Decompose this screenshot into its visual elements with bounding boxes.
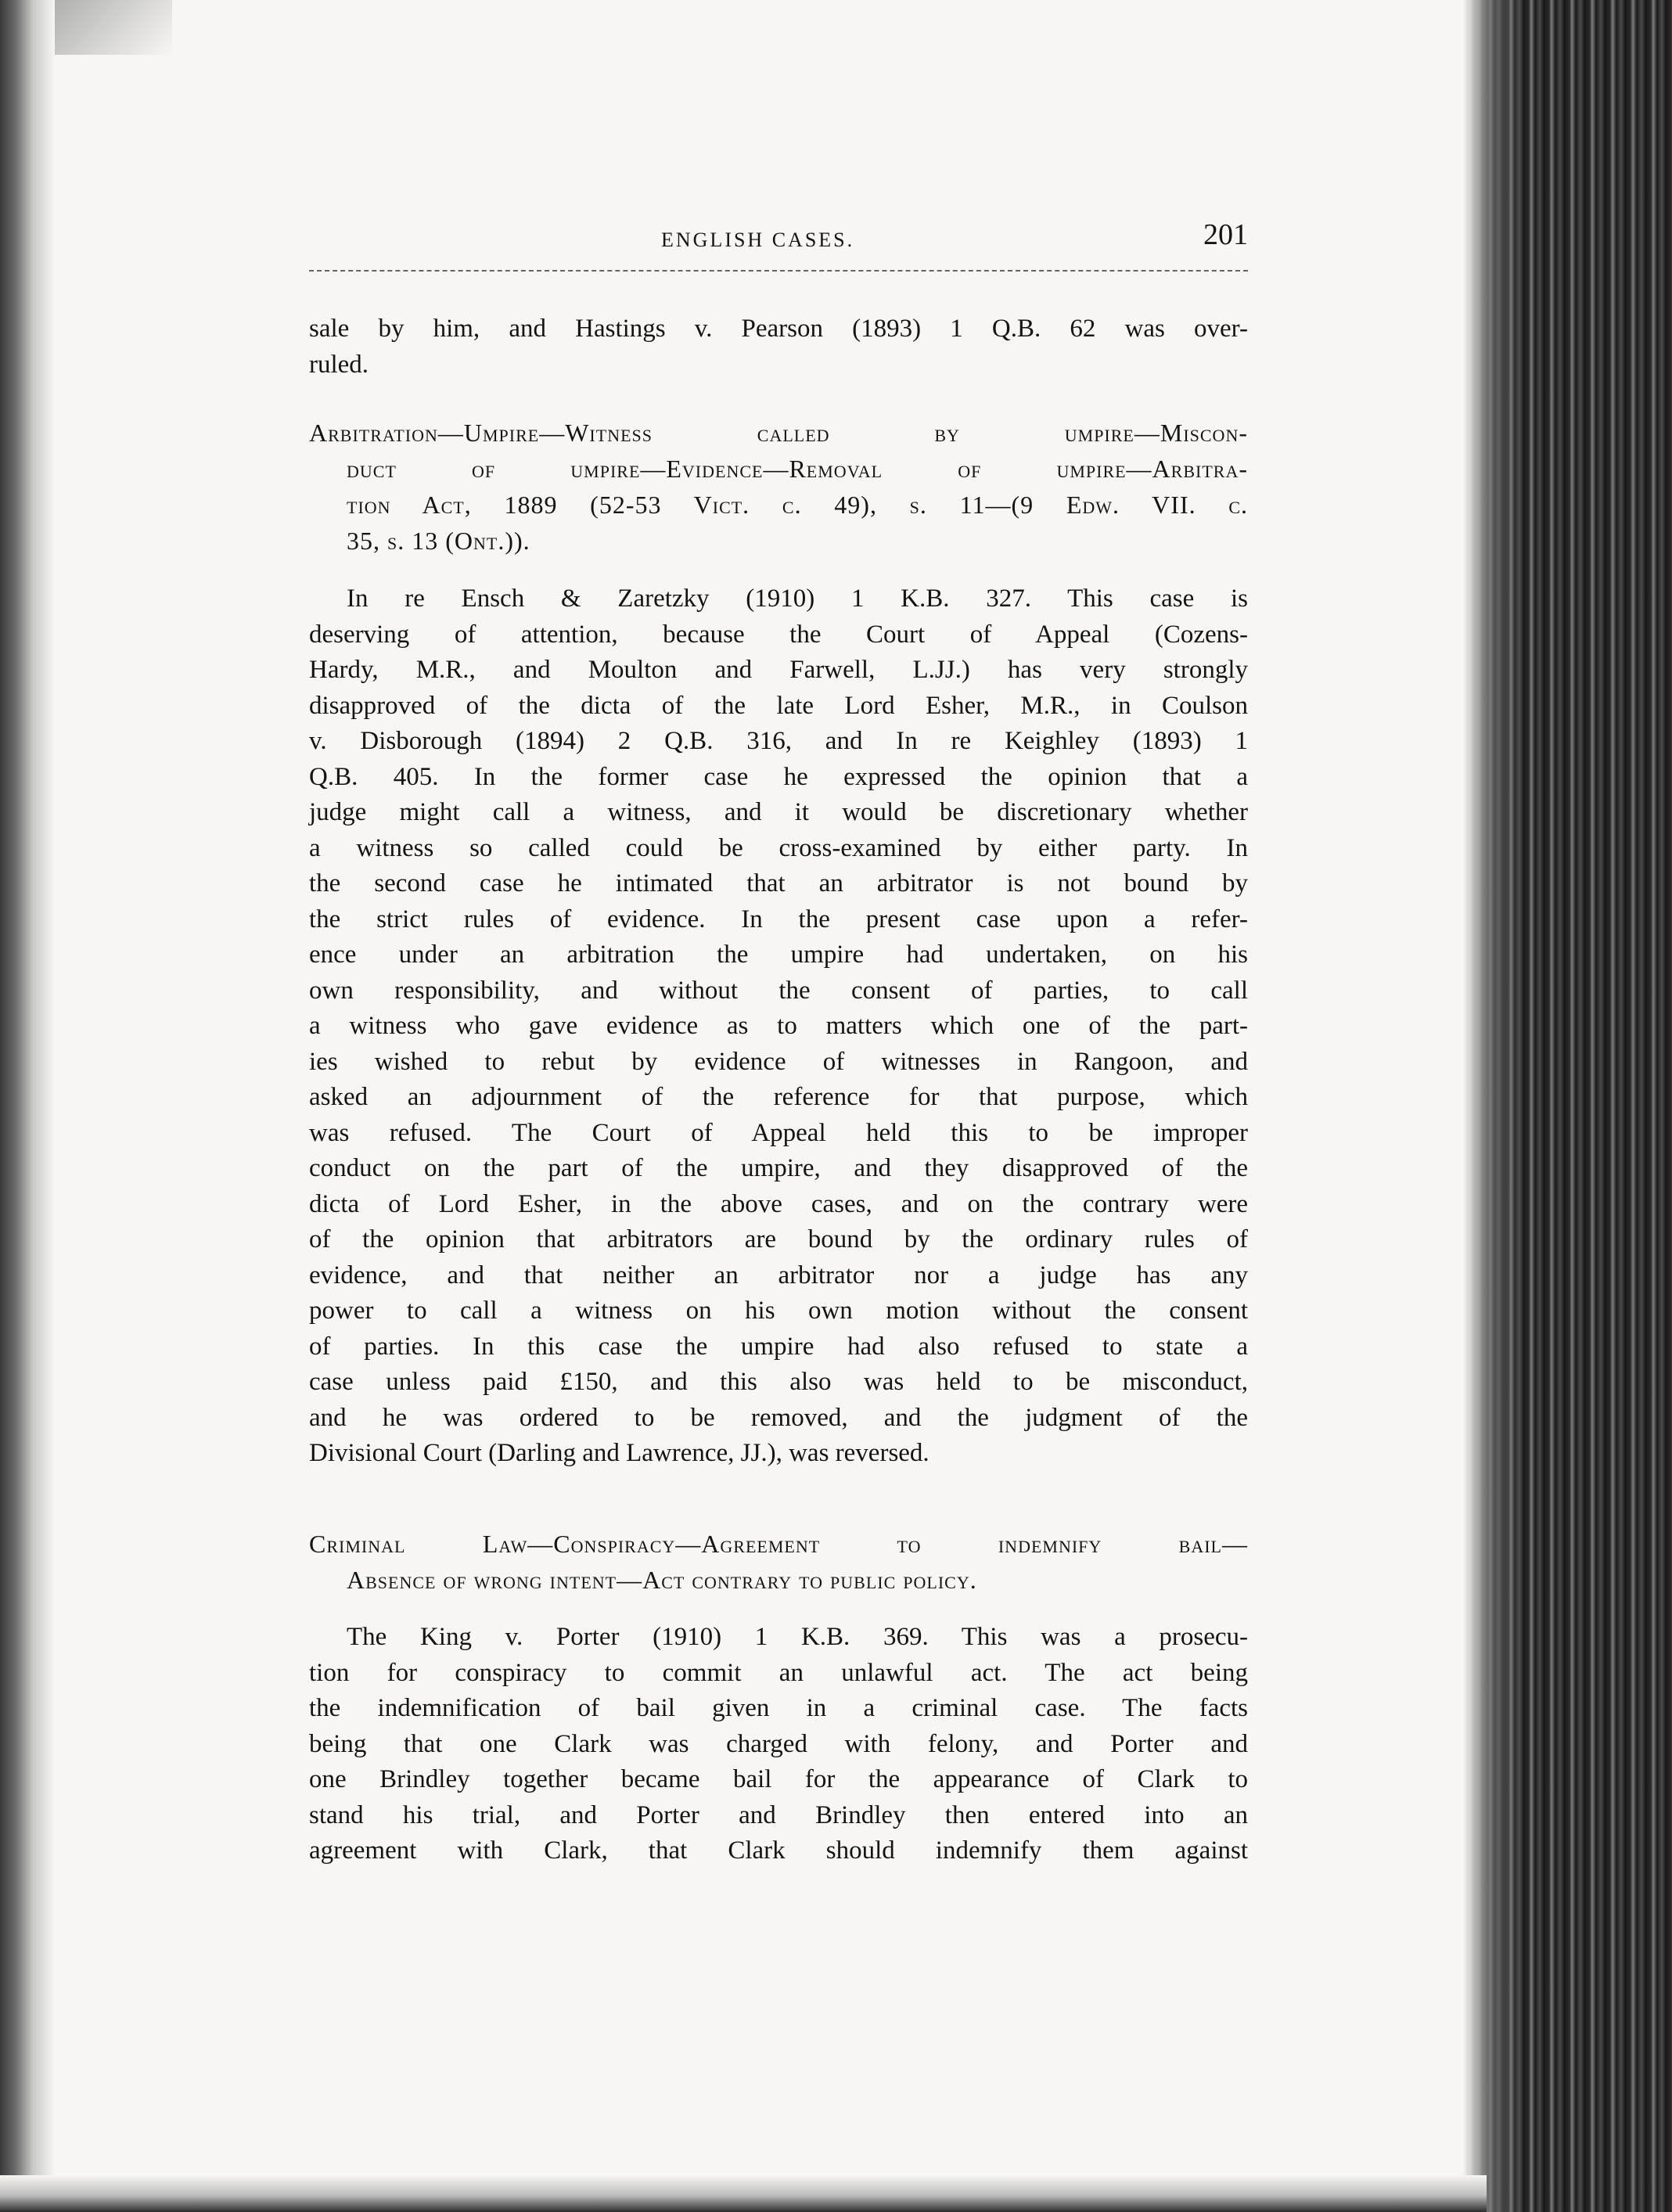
- text-line: The King v. Porter (1910) 1 K.B. 369. This was a prosecu-: [347, 1623, 1248, 1651]
- heading-line: 35, s. 13 (Ont.)).: [347, 527, 530, 555]
- text-line: case unless paid £150, and this also was held to be misconduct,: [309, 1368, 1248, 1396]
- text-line: and he was ordered to be removed, and the judgment of the: [309, 1403, 1248, 1432]
- text-line: was refused. The Court of Appeal held this to be improper: [309, 1118, 1248, 1147]
- section-heading-arbitration: [309, 415, 1248, 559]
- text-line: Q.B. 405. In the former case he expressed the opinion that a: [309, 762, 1248, 791]
- text-line: ruled.: [309, 350, 369, 379]
- page-number: 201: [1203, 218, 1248, 251]
- section-heading-criminal-law: [309, 1526, 1248, 1598]
- page-header: [309, 218, 1248, 257]
- text-line: agreement with Clark, that Clark should indemnify them against: [309, 1836, 1248, 1865]
- text-line: dicta of Lord Esher, in the above cases, and on the contrary were: [309, 1189, 1248, 1218]
- text-line: asked an adjournment of the reference for that purpose, which: [309, 1083, 1248, 1111]
- text-line: the indemnification of bail given in a criminal case. The facts: [309, 1694, 1248, 1722]
- text-line: of parties. In this case the umpire had also refused to state a: [309, 1332, 1248, 1361]
- case-paragraph-porter: [309, 1620, 1248, 1869]
- header-rule: [309, 270, 1248, 272]
- heading-line: duct of umpire—Evidence—Removal of umpire—Arbitra-: [347, 455, 1248, 483]
- text-line: Hardy, M.R., and Moulton and Farwell, L.JJ.) has very strongly: [309, 656, 1248, 684]
- text-line: disapproved of the dicta of the late Lord Esher, M.R., in Coulson: [309, 691, 1248, 720]
- heading-line: tion Act, 1889 (52-53 Vict. c. 49), s. 11—(9 Edw. VII. c.: [347, 491, 1248, 519]
- text-line: the second case he intimated that an arbitrator is not bound by: [309, 869, 1248, 897]
- text-line: own responsibility, and without the consent of parties, to call: [309, 976, 1248, 1005]
- text-line: sale by him, and Hastings v. Pearson (1893) 1 Q.B. 62 was over-: [309, 315, 1248, 343]
- text-line: judge might call a witness, and it would be discretionary whether: [309, 798, 1248, 826]
- text-line: a witness so called could be cross-examined by either party. In: [309, 833, 1248, 862]
- text-line: being that one Clark was charged with felony, and Porter and: [309, 1729, 1248, 1758]
- heading-line: Criminal Law—Conspiracy—Agreement to indemnify bail—: [309, 1530, 1248, 1558]
- text-line: a witness who gave evidence as to matters which one of the part-: [309, 1012, 1248, 1040]
- text-line: tion for conspiracy to commit an unlawful act. The act being: [309, 1658, 1248, 1687]
- opening-paragraph: [309, 311, 1248, 383]
- text-line: v. Disborough (1894) 2 Q.B. 316, and In re Keighley (1893) 1: [309, 727, 1248, 755]
- text-line: deserving of attention, because the Court of Appeal (Cozens-: [309, 620, 1248, 649]
- text-line: power to call a witness on his own motion without the consent: [309, 1297, 1248, 1325]
- text-line: one Brindley together became bail for the appearance of Clark to: [309, 1765, 1248, 1793]
- running-head: ENGLISH CASES.: [661, 228, 855, 251]
- text-line: conduct on the part of the umpire, and they disapproved of the: [309, 1154, 1248, 1182]
- binding-edge-left: [0, 0, 55, 2212]
- heading-line: Arbitration—Umpire—Witness called by umpire—Miscon-: [309, 419, 1248, 447]
- text-line: ies wished to rebut by evidence of witnesses in Rangoon, and: [309, 1047, 1248, 1076]
- text-line: of the opinion that arbitrators are bound by the ordinary rules of: [309, 1225, 1248, 1253]
- text-line: the strict rules of evidence. In the present case upon a refer-: [309, 905, 1248, 933]
- text-line: evidence, and that neither an arbitrator nor a judge has any: [309, 1261, 1248, 1289]
- text-line: stand his trial, and Porter and Brindley then entered into an: [309, 1800, 1248, 1829]
- scan-bottom-edge: [0, 2175, 1487, 2212]
- text-line: Divisional Court (Darling and Lawrence, JJ.), was reversed.: [309, 1439, 929, 1467]
- heading-line: Absence of wrong intent—Act contrary to public policy.: [347, 1566, 977, 1594]
- case-paragraph-ensch: [309, 581, 1248, 1472]
- page-edge-shade: [1463, 0, 1526, 2212]
- text-line: In re Ensch & Zaretzky (1910) 1 K.B. 327. This case is: [347, 584, 1248, 613]
- text-line: ence under an arbitration the umpire had undertaken, on his: [309, 941, 1248, 969]
